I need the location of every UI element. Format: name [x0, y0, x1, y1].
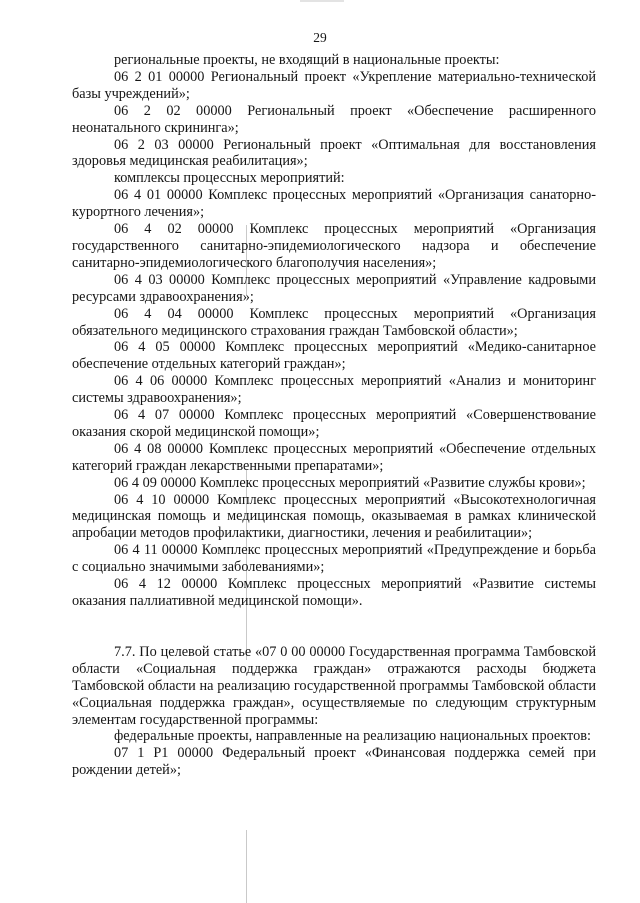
paragraph: региональные проекты, не входящий в национальные проекты:: [114, 52, 500, 68]
paragraph: 06 4 04 00000 Комплекс процессных мероприятий «Организация обязательного медицинского страхования граждан Тамбовской области»;: [72, 305, 596, 339]
section-paragraph: 7.7. По целевой статье «07 0 00 00000 Государственная программа Тамбовской области «Социальная поддержка граждан» отражаются расходы бюджета Тамбовской области на реализацию государственной программы Тамбовской области «Социальная поддержка граждан», осуществляемые по следующим структурным элементам государственной программы:: [72, 643, 596, 728]
paragraph: 06 4 01 00000 Комплекс процессных мероприятий «Организация санаторно-курортного лечения»;: [72, 187, 596, 221]
paragraph: 06 4 12 00000 Комплекс процессных мероприятий «Развитие системы оказания паллиативной медицинской помощи».: [72, 576, 596, 609]
scan-fold-mark: [246, 830, 247, 903]
section-paragraph: 07 1 Р1 00000 Федеральный проект «Финансовая поддержка семей при рождении детей»;: [72, 745, 596, 779]
paragraph: 06 4 02 00000 Комплекс процессных мероприятий «Организация государственного санитарно-эпидемиологического надзора и обеспечение санитарно-эпидемиологического благополучия населения»;: [72, 221, 596, 271]
scan-smudge: [300, 0, 344, 2]
paragraph: 06 4 11 00000 Комплекс процессных мероприятий «Предупреждение и борьба с социально значимыми заболеваниями»;: [72, 542, 596, 576]
paragraph: 06 4 06 00000 Комплекс процессных мероприятий «Анализ и мониторинг системы здравоохранения»;: [72, 373, 596, 407]
paragraph: 06 2 01 00000 Региональный проект «Укрепление материально-технической базы учреждений»;: [72, 68, 596, 102]
page-number: 29: [313, 30, 327, 45]
paragraph: 06 4 07 00000 Комплекс процессных мероприятий «Совершенствование оказания скорой медицинской помощи»;: [72, 407, 596, 440]
section-paragraph: федеральные проекты, направленные на реализацию национальных проектов:: [114, 728, 591, 745]
paragraph: 06 2 03 00000 Региональный проект «Оптимальная для восстановления здоровья медицинская реабилитация»;: [72, 136, 596, 170]
paragraph: комплексы процессных мероприятий:: [114, 170, 345, 187]
paragraph: 06 2 02 00000 Региональный проект «Обеспечение расширенного неонатального скрининга»;: [72, 102, 596, 136]
paragraph: 06 4 05 00000 Комплекс процессных мероприятий «Медико-санитарное обеспечение отдельных категорий граждан»;: [72, 339, 596, 373]
paragraph: 06 4 08 00000 Комплекс процессных мероприятий «Обеспечение отдельных категорий граждан лекарственными препаратами»;: [72, 440, 596, 474]
paragraph: 06 4 10 00000 Комплекс процессных мероприятий «Высокотехнологичная медицинская помощь и медицинская помощь, оказываемая в рамках клинической апробации методов профилактики, диагностики, лечения и реабилитации»;: [72, 491, 596, 542]
paragraph: 06 4 03 00000 Комплекс процессных мероприятий «Управление кадровыми ресурсами здравоохранения»;: [72, 271, 596, 305]
document-body: [72, 52, 596, 779]
paragraph: 06 4 09 00000 Комплекс процессных мероприятий «Развитие службы крови»;: [114, 474, 586, 491]
